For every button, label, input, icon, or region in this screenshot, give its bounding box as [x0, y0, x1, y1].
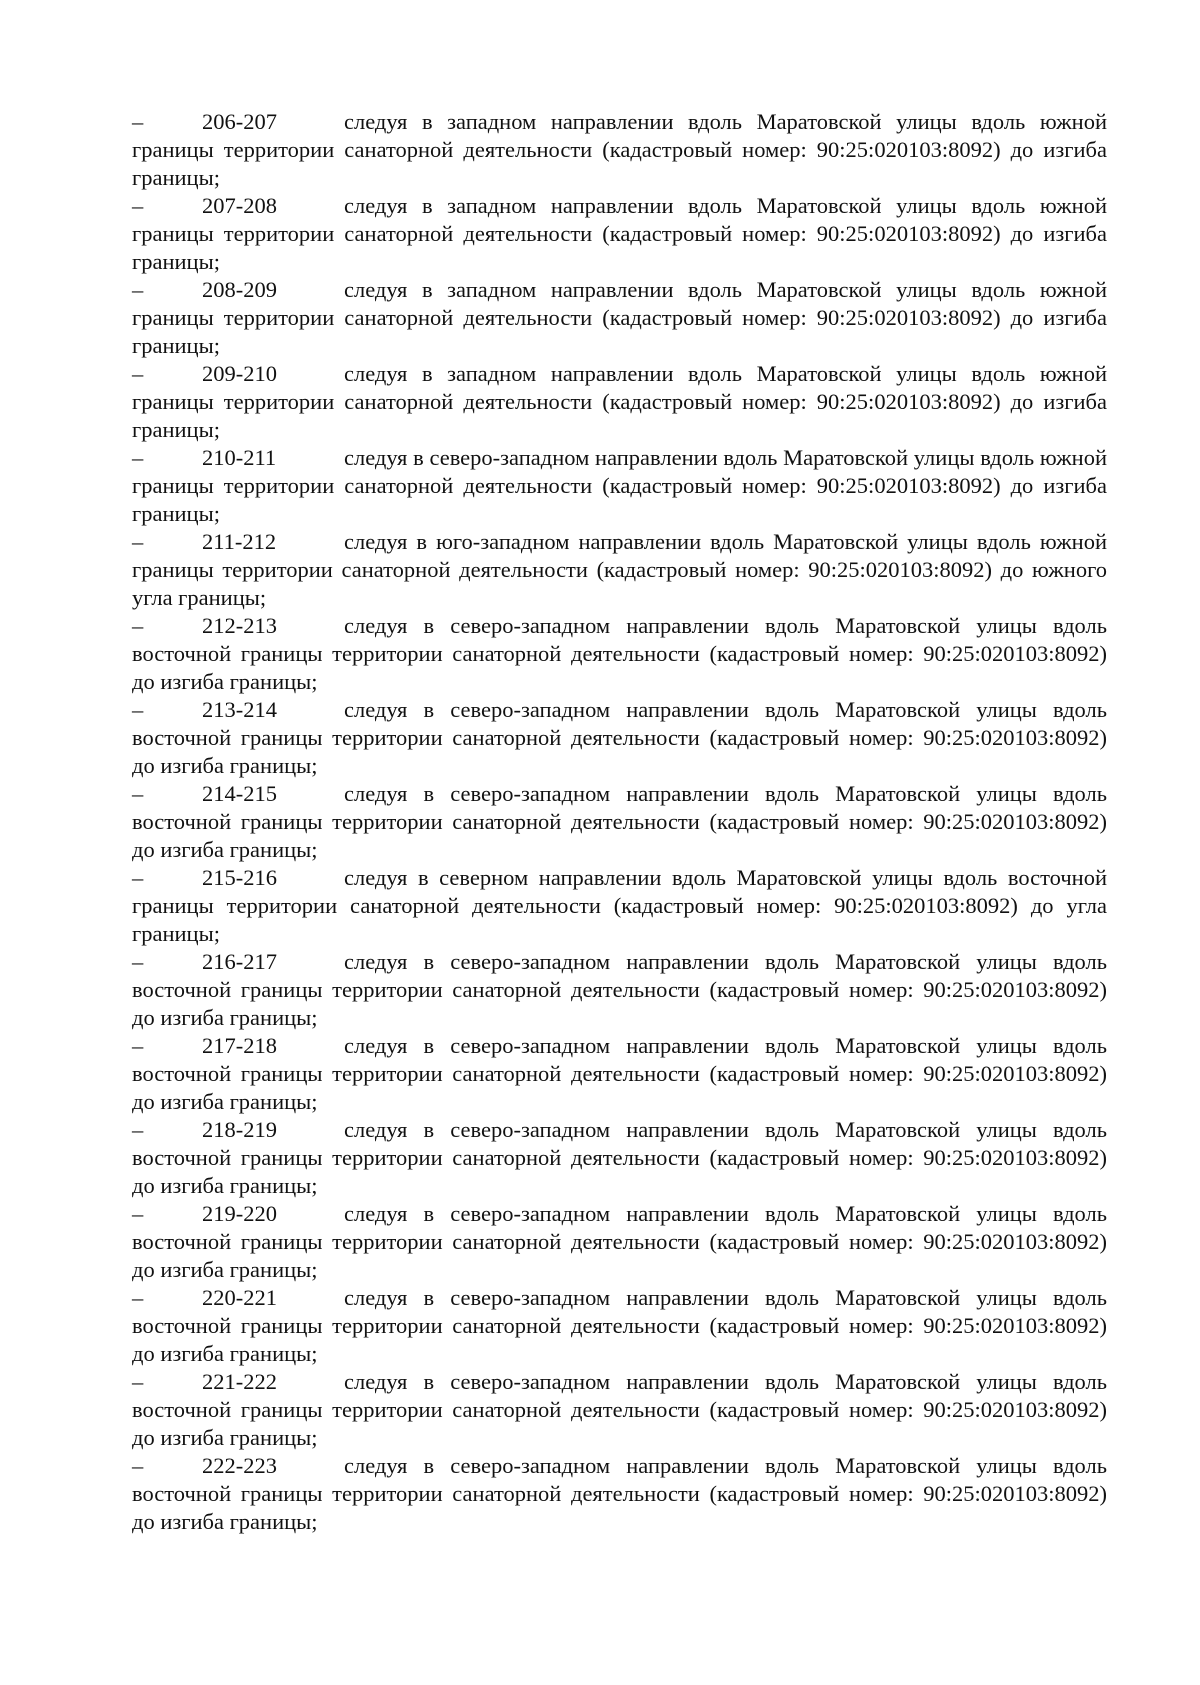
entry-text: следуя в западном направлении вдоль Маратовской улицы вдоль южной границы территории санаторной деятельности (кадастровый номер: 90:25:020103:8092) до изгиба границы; — [132, 277, 1107, 358]
boundary-entry — [132, 444, 1107, 528]
entry-text: следуя в северо-западном направлении вдоль Маратовской улицы вдоль восточной границы территории санаторной деятельности (кадастровый номер: 90:25:020103:8092) до изгиба границы; — [132, 781, 1107, 862]
entry-text: следуя в северном направлении вдоль Маратовской улицы вдоль восточной границы территории санаторной деятельности (кадастровый номер: 90:25:020103:8092) до угла границы; — [132, 865, 1107, 946]
boundary-entry — [132, 528, 1107, 612]
entry-dash: – — [132, 445, 144, 470]
entry-points: 218-219 — [202, 1117, 277, 1142]
entry-text: следуя в северо-западном направлении вдоль Маратовской улицы вдоль восточной границы территории санаторной деятельности (кадастровый номер: 90:25:020103:8092) до изгиба границы; — [132, 1369, 1107, 1450]
boundary-entry — [132, 192, 1107, 276]
entry-points: 209-210 — [202, 361, 277, 386]
entry-dash: – — [132, 361, 144, 386]
boundary-entry — [132, 1284, 1107, 1368]
entry-points: 221-222 — [202, 1369, 277, 1394]
entry-dash: – — [132, 1369, 144, 1394]
entry-points: 206-207 — [202, 109, 277, 134]
entry-text: следуя в юго-западном направлении вдоль Маратовской улицы вдоль южной границы территории санаторной деятельности (кадастровый номер: 90:25:020103:8092) до южного угла границы; — [132, 529, 1107, 610]
entry-dash: – — [132, 1117, 144, 1142]
boundary-entry — [132, 948, 1107, 1032]
entry-dash: – — [132, 1201, 144, 1226]
entry-dash: – — [132, 865, 144, 890]
entry-points: 210-211 — [202, 445, 277, 470]
entry-dash: – — [132, 781, 144, 806]
entry-dash: – — [132, 529, 144, 554]
boundary-entry — [132, 864, 1107, 948]
boundary-entry — [132, 1452, 1107, 1536]
entry-text: следуя в северо-западном направлении вдоль Маратовской улицы вдоль восточной границы территории санаторной деятельности (кадастровый номер: 90:25:020103:8092) до изгиба границы; — [132, 949, 1107, 1030]
entry-text: следуя в западном направлении вдоль Маратовской улицы вдоль южной границы территории санаторной деятельности (кадастровый номер: 90:25:020103:8092) до изгиба границы; — [132, 109, 1107, 190]
entry-points: 212-213 — [202, 613, 277, 638]
entry-text: следуя в северо-западном направлении вдоль Маратовской улицы вдоль восточной границы территории санаторной деятельности (кадастровый номер: 90:25:020103:8092) до изгиба границы; — [132, 1453, 1107, 1534]
entry-points: 219-220 — [202, 1201, 277, 1226]
entry-text: следуя в северо-западном направлении вдоль Маратовской улицы вдоль восточной границы территории санаторной деятельности (кадастровый номер: 90:25:020103:8092) до изгиба границы; — [132, 1285, 1107, 1366]
boundary-entry — [132, 612, 1107, 696]
entry-dash: – — [132, 193, 144, 218]
entry-text: следуя в северо-западном направлении вдоль Маратовской улицы вдоль восточной границы территории санаторной деятельности (кадастровый номер: 90:25:020103:8092) до изгиба границы; — [132, 1033, 1107, 1114]
entry-points: 214-215 — [202, 781, 277, 806]
entry-points: 207-208 — [202, 193, 277, 218]
entry-dash: – — [132, 949, 144, 974]
entry-points: 222-223 — [202, 1453, 277, 1478]
entry-points: 216-217 — [202, 949, 277, 974]
entry-points: 217-218 — [202, 1033, 277, 1058]
entry-text: следуя в северо-западном направлении вдоль Маратовской улицы вдоль восточной границы территории санаторной деятельности (кадастровый номер: 90:25:020103:8092) до изгиба границы; — [132, 697, 1107, 778]
boundary-entry — [132, 108, 1107, 192]
entry-dash: – — [132, 109, 144, 134]
boundary-entry — [132, 1200, 1107, 1284]
entry-dash: – — [132, 1033, 144, 1058]
entry-text: следуя в северо-западном направлении вдоль Маратовской улицы вдоль восточной границы территории санаторной деятельности (кадастровый номер: 90:25:020103:8092) до изгиба границы; — [132, 613, 1107, 694]
entry-dash: – — [132, 1285, 144, 1310]
entry-text: следуя в северо-западном направлении вдоль Маратовской улицы вдоль восточной границы территории санаторной деятельности (кадастровый номер: 90:25:020103:8092) до изгиба границы; — [132, 1117, 1107, 1198]
boundary-entry — [132, 780, 1107, 864]
entry-points: 208-209 — [202, 277, 277, 302]
entry-text: следуя в западном направлении вдоль Маратовской улицы вдоль южной границы территории санаторной деятельности (кадастровый номер: 90:25:020103:8092) до изгиба границы; — [132, 193, 1107, 274]
entry-text: следуя в северо-западном направлении вдоль Маратовской улицы вдоль южной границы территории санаторной деятельности (кадастровый номер: 90:25:020103:8092) до изгиба границы; — [132, 445, 1107, 526]
boundary-entry — [132, 276, 1107, 360]
boundary-entry — [132, 1116, 1107, 1200]
boundary-entry — [132, 696, 1107, 780]
entry-dash: – — [132, 277, 144, 302]
boundary-entry — [132, 360, 1107, 444]
entry-points: 211-212 — [202, 529, 277, 554]
entry-dash: – — [132, 697, 144, 722]
entry-text: следуя в западном направлении вдоль Маратовской улицы вдоль южной границы территории санаторной деятельности (кадастровый номер: 90:25:020103:8092) до изгиба границы; — [132, 361, 1107, 442]
document-page — [132, 108, 1107, 1536]
entry-points: 213-214 — [202, 697, 277, 722]
entry-text: следуя в северо-западном направлении вдоль Маратовской улицы вдоль восточной границы территории санаторной деятельности (кадастровый номер: 90:25:020103:8092) до изгиба границы; — [132, 1201, 1107, 1282]
entry-points: 220-221 — [202, 1285, 277, 1310]
entry-points: 215-216 — [202, 865, 277, 890]
entry-dash: – — [132, 613, 144, 638]
boundary-entry — [132, 1368, 1107, 1452]
boundary-entry — [132, 1032, 1107, 1116]
entry-dash: – — [132, 1453, 144, 1478]
